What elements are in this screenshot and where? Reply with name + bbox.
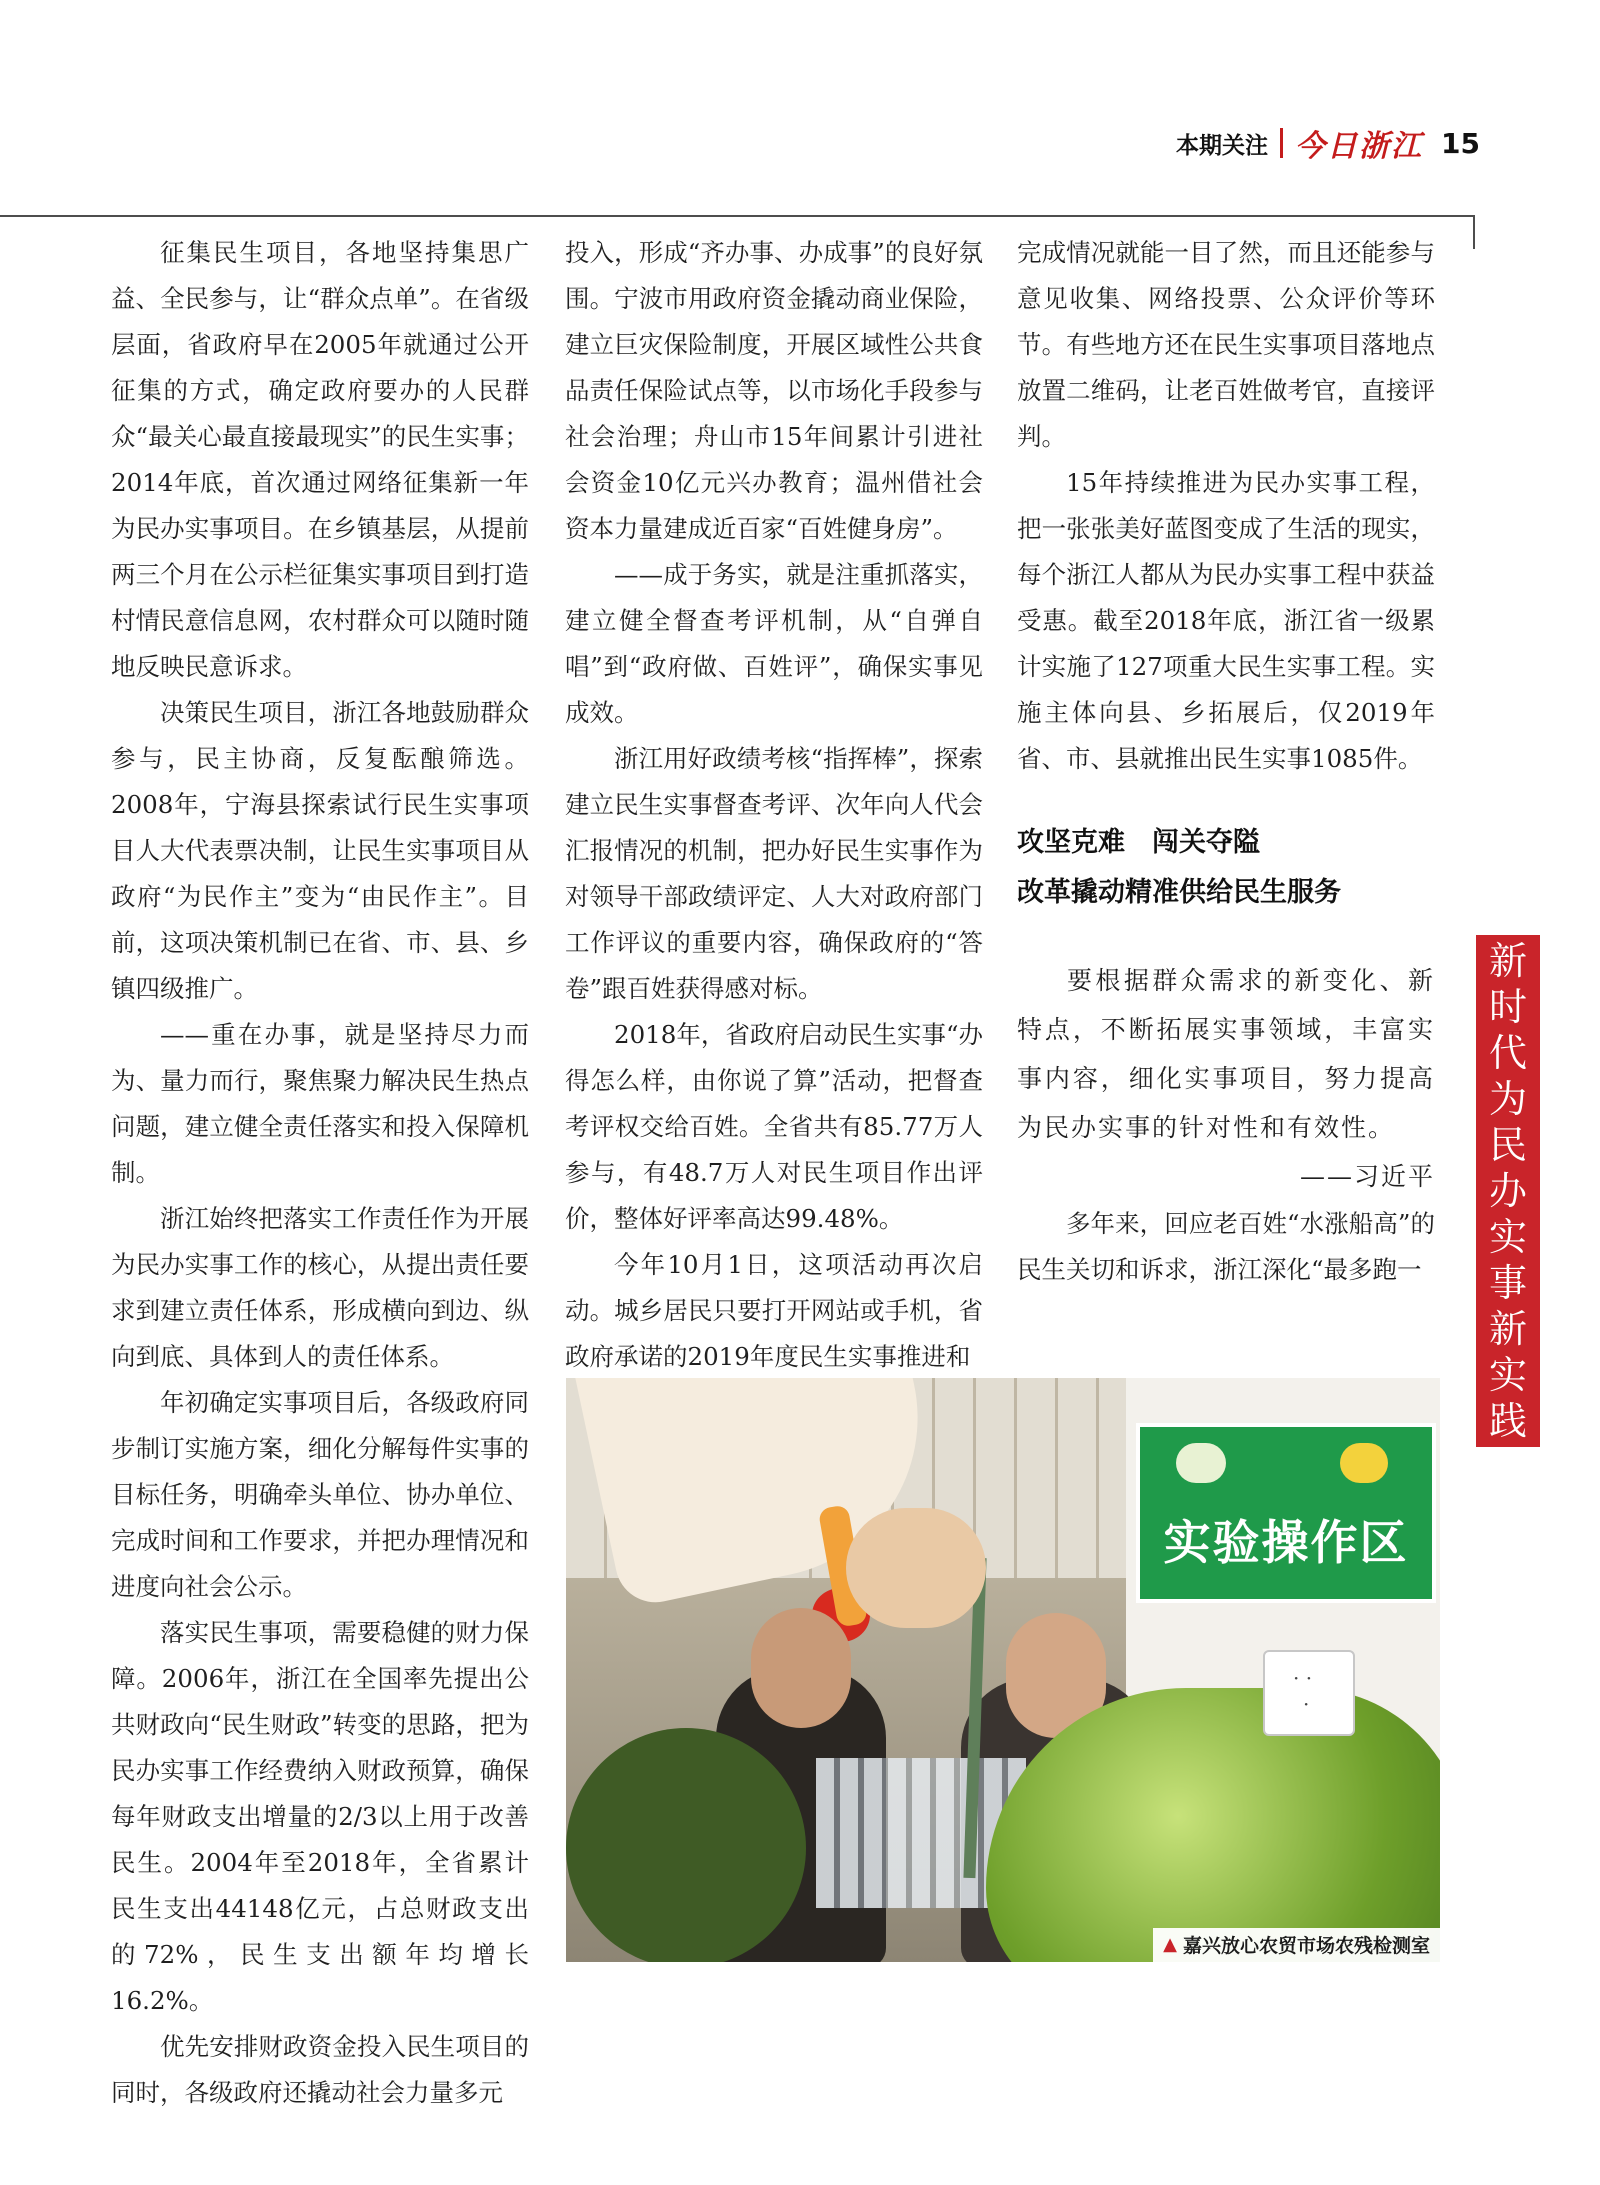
paragraph: 落实民生事项，需要稳健的财力保障。2006年，浙江在全国率先提出公共财政向“民生财政”转变的思路，把为民办实事工作经费纳入财政预算，确保每年财政支出增量的2/3以上用于改善民生。2004年至2018年，全省累计民生支出44148亿元，占总财政支出的72%，民生支出额年均增长16.2%。 bbox=[111, 1618, 529, 2015]
paragraph: ——成于务实，就是注重抓落实，建立健全督查考评机制，从“自弹自唱”到“政府做、百姓评”，确保实事见成效。 bbox=[565, 560, 983, 727]
quote-text: 要根据群众需求的新变化、新特点，不断拓展实事领域，丰富实事内容，细化实事项目，努力提高为民办实事的针对性和有效性。 bbox=[1017, 966, 1435, 1142]
sidebar-char: 为 bbox=[1488, 1077, 1527, 1121]
sidebar-char: 民 bbox=[1488, 1123, 1527, 1167]
page-number: 15 bbox=[1441, 126, 1480, 160]
paragraph: 投入，形成“齐办事、办成事”的良好氛围。宁波市用政府资金撬动商业保险，建立巨灾保险制度，开展区域性公共食品责任保险试点等，以市场化手段参与社会治理；舟山市15年间累计引进社会资金10亿元兴办教育；温州借社会资本力量建成近百家“百姓健身房”。 bbox=[565, 238, 983, 543]
sidebar-char: 时 bbox=[1488, 985, 1527, 1029]
top-rule-tick bbox=[1473, 215, 1475, 249]
text-column-3 bbox=[1017, 230, 1435, 1293]
section-sidebar-label bbox=[1476, 935, 1540, 1447]
man-head bbox=[751, 1608, 851, 1728]
header-separator bbox=[1280, 128, 1283, 158]
paragraph: 完成情况就能一目了然，而且还能参与意见收集、网络投票、公众评价等环节。有些地方还在民生实事项目落地点放置二维码，让老百姓做考官，直接评判。 bbox=[1017, 238, 1435, 451]
sidebar-char: 实 bbox=[1488, 1215, 1527, 1259]
sidebar-char: 办 bbox=[1488, 1169, 1527, 1213]
lab-photo bbox=[566, 1378, 1440, 1962]
photo-caption bbox=[1153, 1928, 1440, 1962]
sign-text: 实验操作区 bbox=[1163, 1516, 1409, 1571]
subheading-line-2: 改革撬动精准供给民生服务 bbox=[1017, 877, 1341, 908]
page-header bbox=[1176, 118, 1480, 168]
sidebar-char: 新 bbox=[1488, 939, 1527, 983]
sidebar-char: 事 bbox=[1488, 1261, 1527, 1305]
wall-socket bbox=[1263, 1650, 1355, 1736]
sidebar-char: 新 bbox=[1488, 1307, 1527, 1351]
paragraph: ——重在办事，就是坚持尽力而为、量力而行，聚焦聚力解决民生热点问题，建立健全责任落实和投入保障机制。 bbox=[111, 1020, 529, 1187]
paragraph: 征集民生项目，各地坚持集思广益、全民参与，让“群众点单”。在省级层面，省政府早在2005年就通过公开征集的方式，确定政府要办的人民群众“最关心最直接最现实”的民生实事；2014年底，首次通过网络征集新一年为民办实事项目。在乡镇基层，从提前两三个月在公示栏征集实事项目到打造村情民意信息网，农村群众可以随时随地反映民意诉求。 bbox=[111, 238, 529, 681]
quote-attribution: ——习近平 bbox=[1299, 1162, 1435, 1191]
text-column-1 bbox=[111, 230, 529, 2116]
sidebar-char: 实 bbox=[1488, 1353, 1527, 1397]
top-rule bbox=[0, 215, 1475, 217]
section-subheading bbox=[1017, 818, 1435, 918]
paragraph: 浙江始终把落实工作责任作为开展为民办实事工作的核心，从提出责任要求到建立责任体系，形成横向到边、纵向到底、具体到人的责任体系。 bbox=[111, 1204, 529, 1371]
sidebar-char: 践 bbox=[1488, 1399, 1527, 1443]
paragraph: 浙江用好政绩考核“指挥棒”，探索建立民生实事督查考评、次年向人代会汇报情况的机制，把办好民生实事作为对领导干部政绩评定、人大对政府部门工作评议的重要内容，确保政府的“答卷”跟百姓获得感对标。 bbox=[565, 744, 983, 1003]
paragraph: 今年10月1日，这项活动再次启动。城乡居民只要打开网站或手机，省政府承诺的2019年度民生实事推进和 bbox=[565, 1250, 983, 1371]
hand bbox=[846, 1508, 986, 1628]
paragraph: 年初确定实事项目后，各级政府同步制订实施方案，细化分解每件实事的目标任务，明确牵头单位、协办单位、完成时间和工作要求，并把办理情况和进度向社会公示。 bbox=[111, 1388, 529, 1601]
paragraph: 优先安排财政资金投入民生项目的同时，各级政府还撬动社会力量多元 bbox=[111, 2032, 529, 2107]
paragraph: 2018年，省政府启动民生实事“办得怎么样，由你说了算”活动，把督查考评权交给百姓。全省共有85.77万人参与，有48.7万人对民生项目作出评价，整体好评率高达99.48%。 bbox=[565, 1020, 983, 1233]
caption-text: 嘉兴放心农贸市场农残检测室 bbox=[1182, 1935, 1430, 1957]
vegetable-leaf-dark bbox=[566, 1728, 806, 1962]
text-column-2 bbox=[565, 230, 983, 1380]
paragraph: 决策民生项目，浙江各地鼓励群众参与，民主协商，反复酝酿筛选。2008年，宁海县探索试行民生实事项目人大代表票决制，让民生实事项目从政府“为民作主”变为“由民作主”。目前，这项决策机制已在省、市、县、乡镇四级推广。 bbox=[111, 698, 529, 1003]
paragraph: 多年来，回应老百姓“水涨船高”的民生关切和诉求，浙江深化“最多跑一 bbox=[1017, 1209, 1435, 1284]
caption-triangle-icon: ▲ bbox=[1163, 1934, 1177, 1955]
sidebar-char: 代 bbox=[1488, 1031, 1527, 1075]
sign-logo-icon bbox=[1176, 1443, 1226, 1483]
lab-area-sign bbox=[1136, 1423, 1436, 1603]
subheading-line-1: 攻坚克难 闯关夺隘 bbox=[1017, 827, 1260, 858]
paragraph: 15年持续推进为民办实事工程，把一张张美好蓝图变成了生活的现实，每个浙江人都从为民办实事工程中获益受惠。截至2018年底，浙江省一级累计实施了127项重大民生实事工程。实施主体向县、乡拓展后，仅2019年省、市、县就推出民生实事1085件。 bbox=[1017, 468, 1435, 773]
magazine-logo: 今日浙江 bbox=[1295, 129, 1424, 164]
sign-logo-icon-2 bbox=[1340, 1443, 1388, 1483]
header-section: 本期关注 bbox=[1176, 132, 1269, 159]
quote-block bbox=[1017, 956, 1435, 1201]
